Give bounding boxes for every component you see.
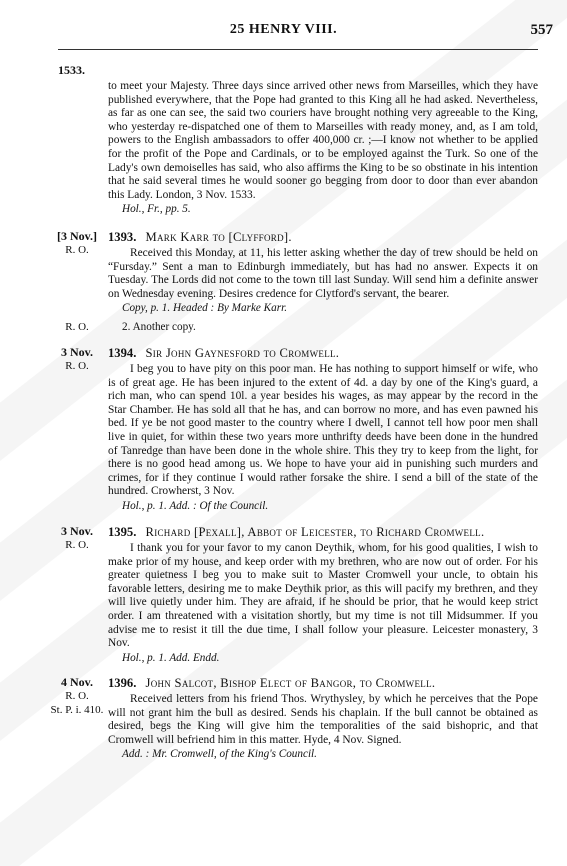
entry-source: R. O. bbox=[65, 539, 89, 551]
year-marker: 1533. bbox=[58, 63, 85, 77]
entry-text: Received letters from his friend Thos. Wrythysley, by which he perceives that the Pope will not grant him the bull as desired. Sends his chaplain. If the bull cannot be obtained as desired, begs the King will give him the temporalities of the said bishopric, and that Cromwell will befriend him in this matter. Hyde, 4 Nov. Signed. bbox=[108, 693, 538, 746]
entry-number: 1394. bbox=[108, 346, 137, 360]
entry-title: John Salcot, Bishop Elect of Bangor, to Cromwell. bbox=[145, 676, 436, 690]
entry-margin bbox=[48, 229, 106, 257]
entry-subtext: 2. Another copy. bbox=[122, 321, 196, 333]
entry-heading bbox=[108, 229, 538, 245]
entry-note: Add. : Mr. Cromwell, of the King's Council. bbox=[122, 748, 317, 761]
header-rule bbox=[58, 49, 538, 50]
entry-heading bbox=[108, 524, 538, 540]
entry-margin bbox=[48, 675, 106, 717]
entry-text: Received this Monday, at 11, his letter asking whether the day of trew should be held on “Fursday.” Sent a man to Edinburgh immediately, but has had no answer. Expects it on Tuesday. The Lords did not come to the town till last Sunday. Will send him a definite answer on Wednesday evening. Desires credence for Clytford's servant, the bearer. bbox=[108, 247, 538, 300]
entry-date: 3 Nov. bbox=[60, 345, 93, 359]
entry-source: R. O. bbox=[65, 244, 89, 256]
entry-number: 1393. bbox=[108, 230, 137, 244]
running-title: 25 HENRY VIII. bbox=[229, 22, 338, 37]
entry-note: Copy, p. 1. Headed : By Marke Karr. bbox=[122, 302, 287, 315]
entry-note: Hol., p. 1. Add. : Of the Council. bbox=[122, 499, 269, 512]
entry-margin bbox=[48, 524, 106, 552]
entry-source: R. O. bbox=[65, 321, 89, 333]
entry-heading bbox=[108, 345, 538, 361]
entry-margin bbox=[48, 345, 106, 373]
entry-source-secondary: St. P. i. 410. bbox=[50, 704, 104, 716]
entry-margin bbox=[48, 320, 106, 334]
entry-number: 1395. bbox=[108, 525, 137, 539]
entry-number: 1396. bbox=[108, 676, 137, 690]
entry-heading bbox=[108, 675, 538, 691]
entry-text: I beg you to have pity on this poor man. He has nothing to support himself or wife, who is of great age. He has been injured to the extent of 4d. a day by one of the King's guard, a rich man, who can spend 10l. a year besides his wages, as may appear by the record in the Star Chamber. He has sold all that he has, and can borrow no more, and has even pawned his bed. If ye be not good master to the country where I dwell, I cannot tell how poor men shall live in quiet, for within these two years more unthrifty deeds have been done in the hundred of Tanredge than have been done in the whole shire. This they try to keep from the light, for there is no good head among us. We hope to have your aid in punishing such murders and crimes, for if they continue I would rather forsake the shire. I send a bill of the state of the hundred. Crowherst, 3 Nov. bbox=[108, 363, 538, 498]
page-header bbox=[0, 22, 567, 42]
entry-date: 4 Nov. bbox=[60, 675, 93, 689]
page-number: 557 bbox=[530, 22, 553, 38]
entry-title: Richard [Pexall], Abbot of Leicester, to Richard Cromwell. bbox=[145, 525, 485, 539]
entry-date: [3 Nov.] bbox=[57, 229, 97, 243]
entry-note: Hol., p. 1. Add. Endd. bbox=[122, 651, 220, 664]
entry-note: Hol., Fr., pp. 5. bbox=[122, 203, 191, 216]
entry-title: Mark Karr to [Clyfford]. bbox=[145, 230, 292, 244]
entry-text: I thank you for your favor to my canon Deythik, whom, for his good qualities, I wish to make prior of my house, and keep order with my brethren, who are now out of order. For his greater quietness I beg you to make suit to Master Cromwell your uncle, to obtain his favorable letters, desiring me to make Deythik prior, as this will pacify my brethren, and they will live quietly under him. They are afraid, if he should be prior, that he would keep strict order. I am threatened with a visitation shortly, but my time is not till Midsummer. If you advise me to resist it till the due time, I shall follow your pleasure. Leicester monastery, 3 Nov. bbox=[108, 542, 538, 650]
entry-title: Sir John Gaynesford to Cromwell. bbox=[145, 346, 340, 360]
entry-date: 3 Nov. bbox=[60, 524, 93, 538]
continued-text: to meet your Majesty. Three days since arrived other news from Marseilles, which they have published everywhere, that the Pope had granted to this King all he had asked. Nevertheless, as far as one can see, the said two couriers have brought nothing very agreeable to the King, who yesterday re-dispatched one of them to Marseilles with ready money, and, as I am told, powers to the English ambassadors to offer 400,000 cr. ;—I know not whether to be applied for the profit of the Pope and Cardinals, or to be employed against the Turk. So one of the Lady's own demoiselles has said, who also affirms the King to be so obstinate in his intention that he said several times he would sooner go begging from door to door than ever abandon this Lady. London, 3 Nov. 1533. bbox=[108, 80, 538, 201]
entry-source: R. O. bbox=[65, 360, 89, 372]
entry-source: R. O. bbox=[65, 690, 89, 702]
